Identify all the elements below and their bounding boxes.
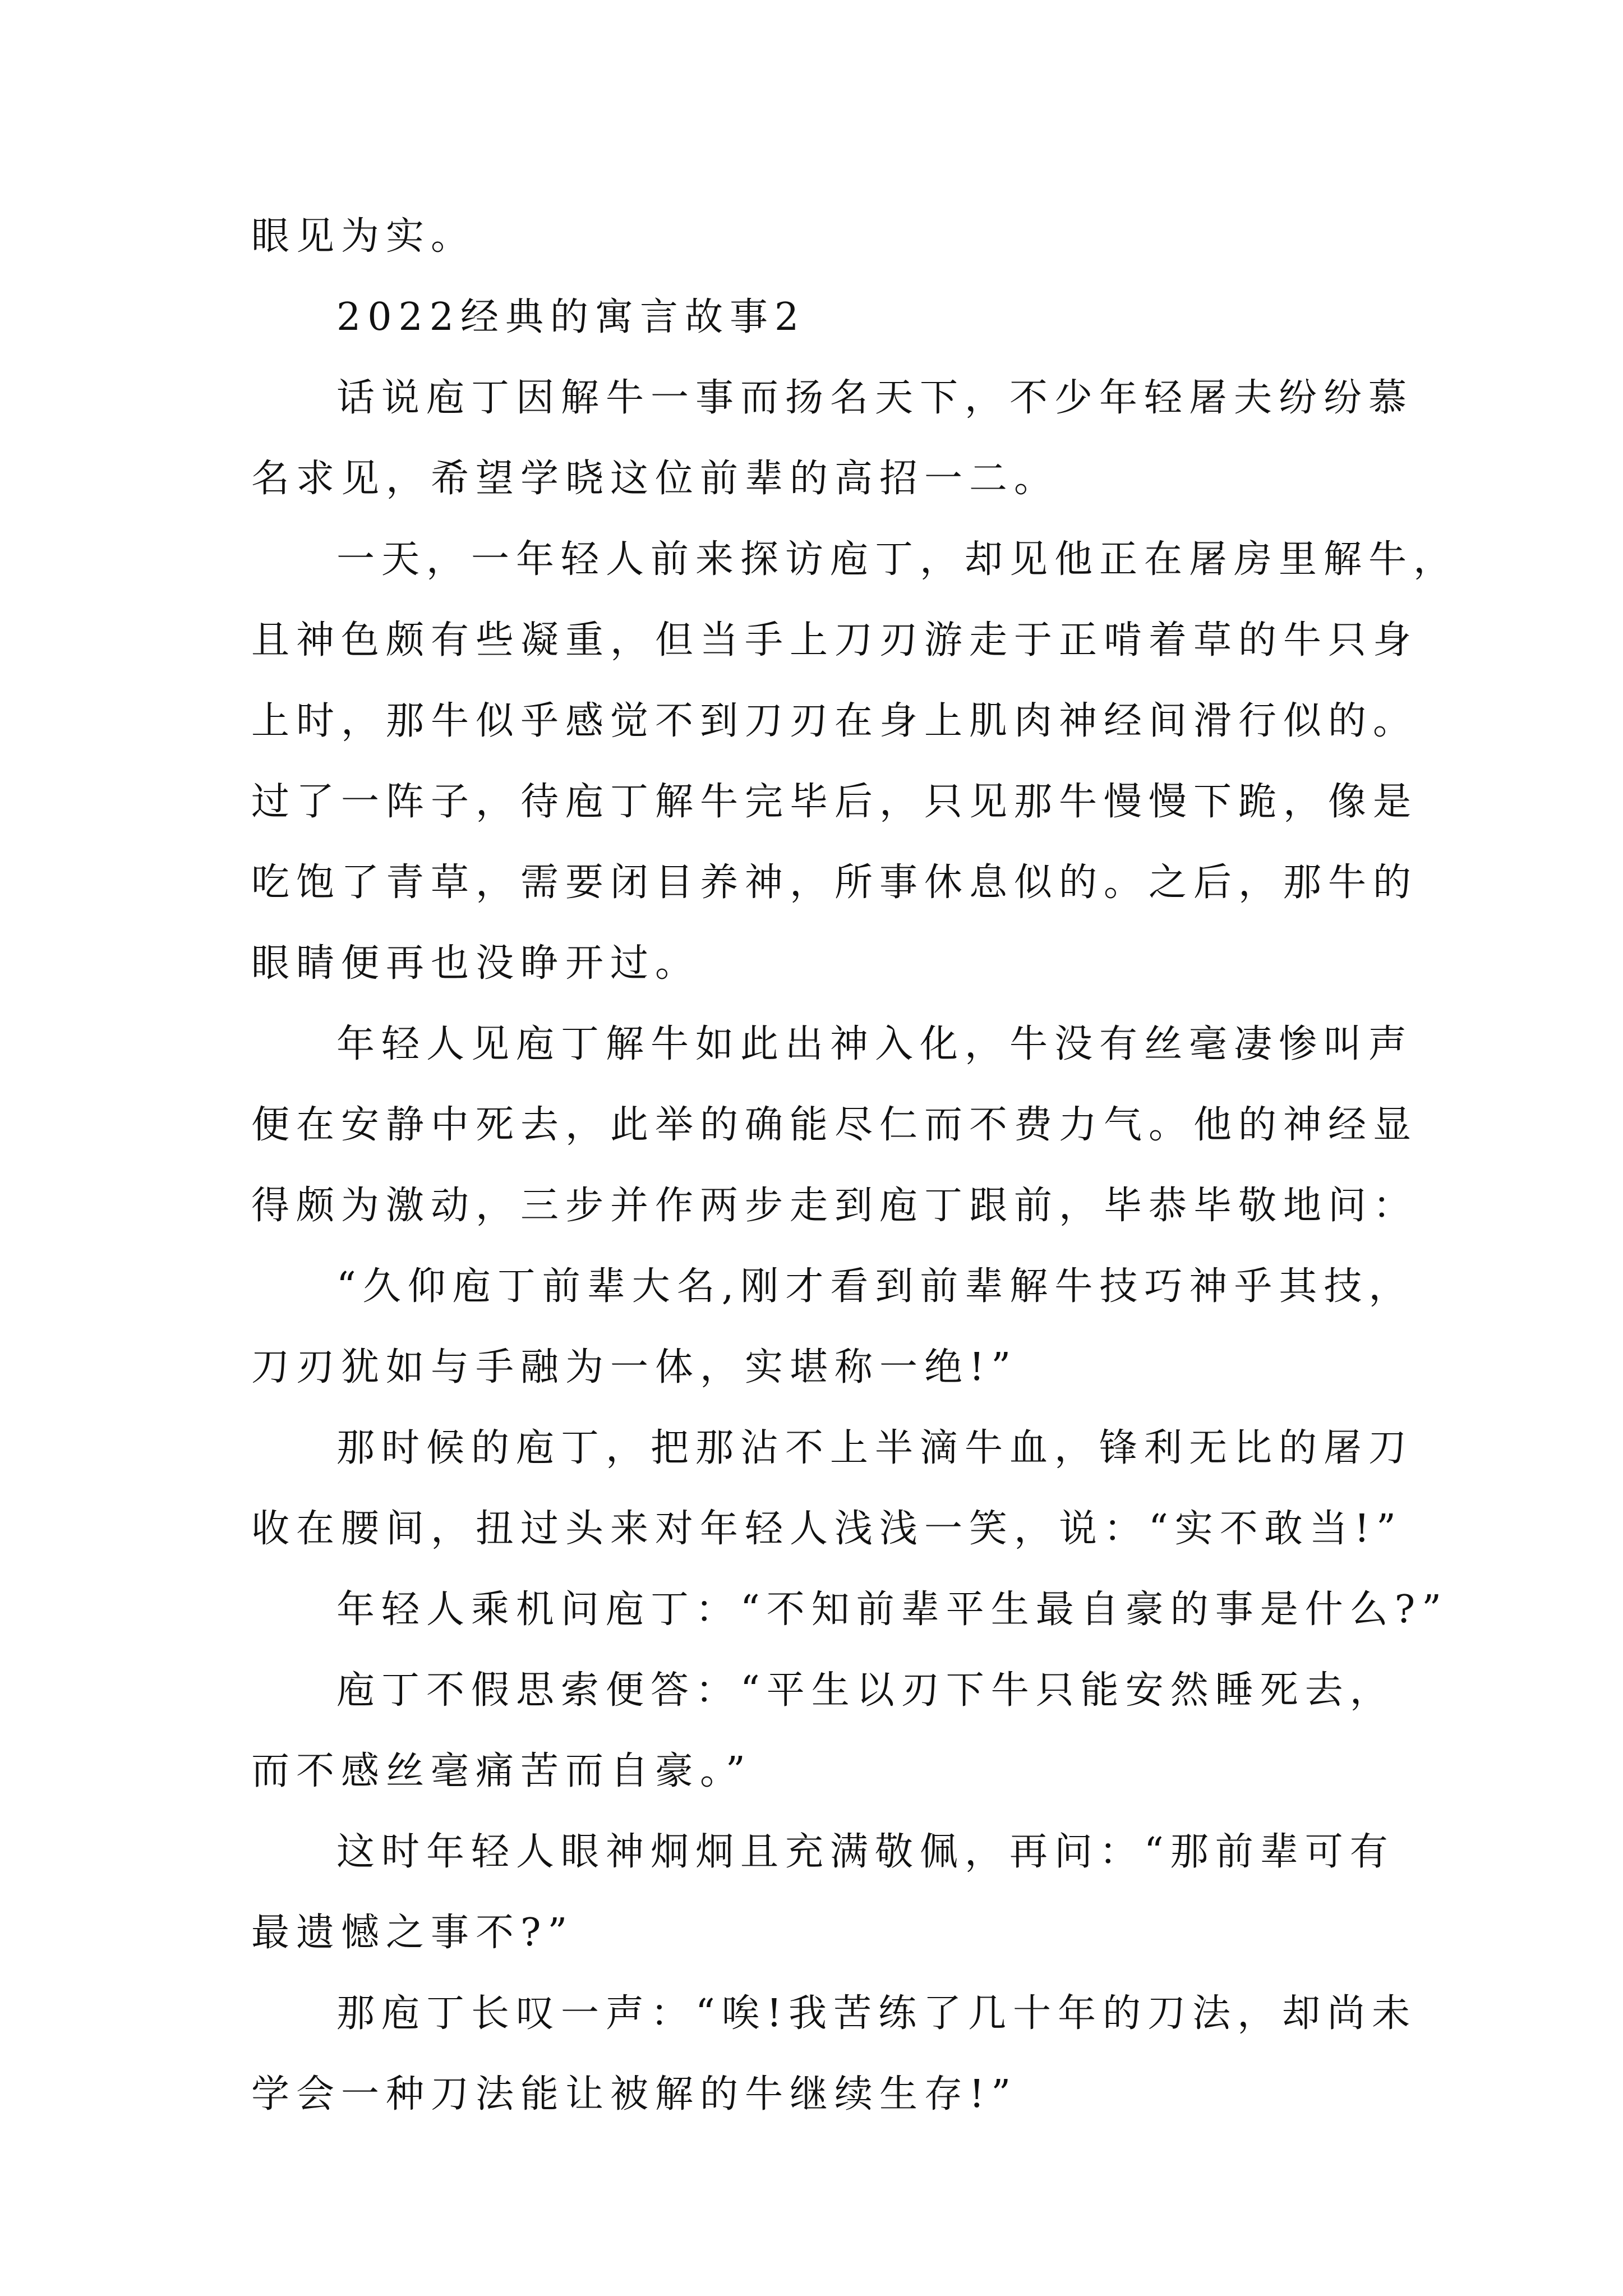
text-line: 那庖丁长叹一声：“唉!我苦练了几十年的刀法，却尚未	[336, 1991, 1417, 2036]
text-line: 名求见，希望学晓这位前辈的高招一二。	[251, 457, 1059, 501]
text-line: 过了一阵子，待庖丁解牛完毕后，只见那牛慢慢下跪，像是	[251, 780, 1418, 824]
text-line: 刀刃犹如与手融为一体，实堪称一绝!”	[251, 1345, 1018, 1389]
text-line: 收在腰间，扭过头来对年轻人浅浅一笑，说：“实不敢当!”	[251, 1507, 1403, 1551]
text-line: 且神色颇有些凝重，但当手上刀刃游走于正啃着草的牛只身	[251, 618, 1418, 662]
text-line: 庖丁不假思索便答：“平生以刃下牛只能安然睡死去，	[336, 1668, 1395, 1713]
text-line: 便在安静中死去，此举的确能尽仁而不费力气。他的神经显	[251, 1103, 1418, 1147]
text-line: 得颇为激动，三步并作两步走到庖丁跟前，毕恭毕敬地问：	[251, 1184, 1418, 1228]
text-line: 年轻人见庖丁解牛如此出神入化，牛没有丝毫凄惨叫声	[336, 1022, 1414, 1066]
text-line: 上时，那牛似乎感觉不到刀刃在身上肌肉神经间滑行似的。	[251, 699, 1418, 743]
text-line: 一天，一年轻人前来探访庖丁，却见他正在屠房里解牛，	[336, 537, 1459, 582]
text-line: “久仰庖丁前辈大名,刚才看到前辈解牛技巧神乎其技，	[336, 1264, 1414, 1309]
text-line: 眼见为实。	[251, 214, 476, 259]
text-line: 这时年轻人眼神炯炯且充满敬佩，再问：“那前辈可有	[336, 1830, 1395, 1874]
text-line: 学会一种刀法能让被解的牛继续生存!”	[251, 2072, 1018, 2116]
text-line: 眼睛便再也没睁开过。	[251, 941, 700, 986]
text-line: 那时候的庖丁，把那沾不上半滴牛血，锋利无比的屠刀	[336, 1426, 1414, 1470]
section-heading: 2022经典的寓言故事2	[336, 295, 806, 339]
text-line: 年轻人乘机问庖丁：“不知前辈平生最自豪的事是什么?”	[336, 1588, 1448, 1632]
text-line: 吃饱了青草，需要闭目养神，所事休息似的。之后，那牛的	[251, 861, 1418, 905]
text-line: 话说庖丁因解牛一事而扬名天下，不少年轻屠夫纷纷慕	[336, 376, 1414, 420]
text-line: 而不感丝毫痛苦而自豪。”	[251, 1749, 752, 1793]
text-line: 最遗憾之事不?”	[251, 1911, 574, 1955]
